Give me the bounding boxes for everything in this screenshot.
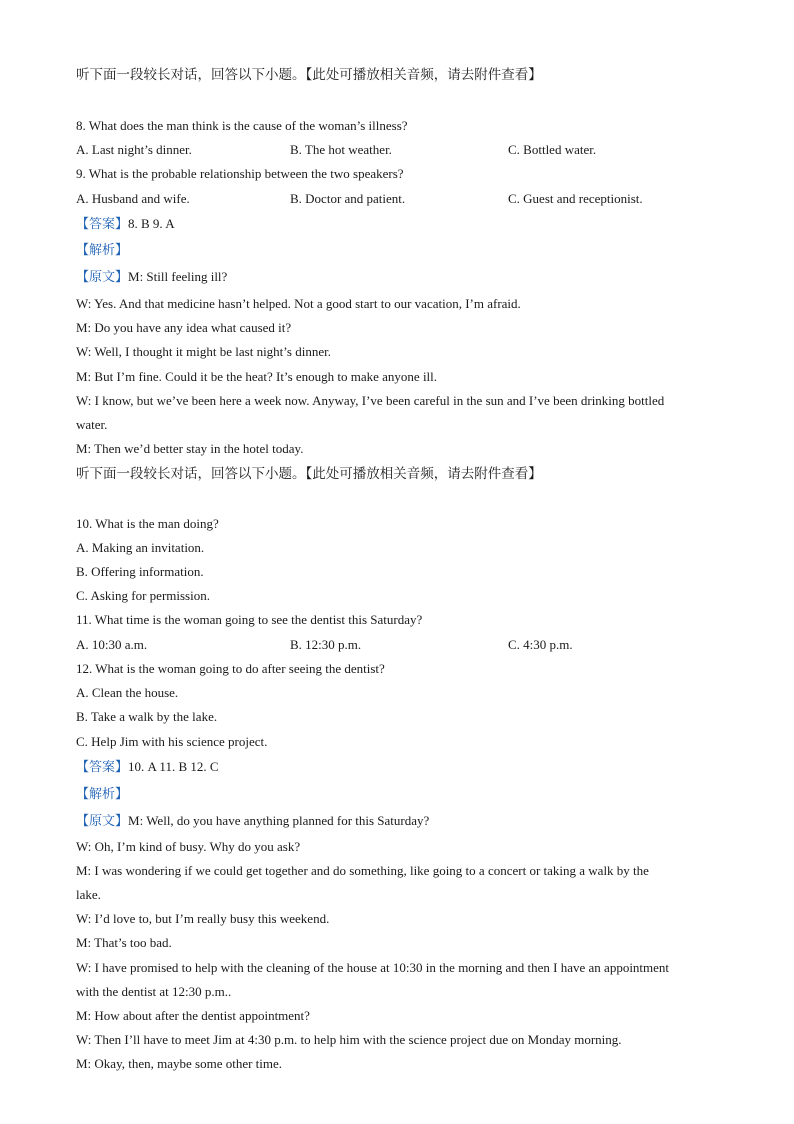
transcript-line: M: I was wondering if we could get together and do something, like going to a concert or taking a walk by the bbox=[76, 863, 649, 878]
answer-label: 【答案】 bbox=[76, 760, 129, 775]
answer-row-1 bbox=[76, 215, 734, 234]
q9-option-a: A. Husband and wife. bbox=[76, 191, 190, 206]
answer-text: 10. A 11. B 12. C bbox=[128, 759, 219, 774]
q8-options bbox=[76, 141, 734, 159]
q8-option-b: B. The hot weather. bbox=[290, 142, 392, 157]
q11-option-a: A. 10:30 a.m. bbox=[76, 637, 148, 652]
transcript-label: 【原文】 bbox=[76, 814, 129, 829]
transcript-line: W: I have promised to help with the cleaning of the house at 10:30 in the morning and then I have an appointment bbox=[76, 960, 670, 975]
q12-option-a: A. Clean the house. bbox=[76, 685, 179, 700]
transcript-line bbox=[76, 812, 734, 831]
analysis-label: 【解析】 bbox=[76, 243, 129, 258]
section2-instruction: 听下面一段较长对话，回答以下小题。【此处可播放相关音频，请去附件查看】 bbox=[76, 466, 542, 482]
q9-option-c: C. Guest and receptionist. bbox=[508, 191, 643, 206]
transcript-line: with the dentist at 12:30 p.m.. bbox=[76, 984, 232, 999]
q12-option-b: B. Take a walk by the lake. bbox=[76, 709, 218, 724]
transcript-line: water. bbox=[76, 417, 108, 432]
transcript-line: M: Then we’d better stay in the hotel today. bbox=[76, 441, 304, 456]
transcript-text: M: Well, do you have anything planned for this Saturday? bbox=[128, 813, 430, 828]
answer-text: 8. B 9. A bbox=[128, 216, 175, 231]
transcript-line: M: That’s too bad. bbox=[76, 935, 172, 950]
q11-option-c: C. 4:30 p.m. bbox=[508, 637, 573, 652]
q10-option-b: B. Offering information. bbox=[76, 564, 204, 579]
q11-option-b: B. 12:30 p.m. bbox=[290, 637, 362, 652]
transcript-text: M: Still feeling ill? bbox=[128, 269, 228, 284]
transcript-line: M: Okay, then, maybe some other time. bbox=[76, 1056, 283, 1071]
q8-stem: 8. What does the man think is the cause of the woman’s illness? bbox=[76, 118, 408, 133]
q9-stem: 9. What is the probable relationship between the two speakers? bbox=[76, 166, 404, 181]
q8-option-a: A. Last night’s dinner. bbox=[76, 142, 192, 157]
q10-stem: 10. What is the man doing? bbox=[76, 516, 219, 531]
q12-stem: 12. What is the woman going to do after seeing the dentist? bbox=[76, 661, 385, 676]
analysis-label: 【解析】 bbox=[76, 787, 129, 802]
transcript-line: W: Yes. And that medicine hasn’t helped. Not a good start to our vacation, I’m afraid. bbox=[76, 296, 521, 311]
q12-option-c: C. Help Jim with his science project. bbox=[76, 734, 268, 749]
transcript-line: W: I’d love to, but I’m really busy this weekend. bbox=[76, 911, 330, 926]
transcript-line: M: But I’m fine. Could it be the heat? It’s enough to make anyone ill. bbox=[76, 369, 438, 384]
q8-option-c: C. Bottled water. bbox=[508, 142, 597, 157]
transcript-line: M: How about after the dentist appointment? bbox=[76, 1008, 310, 1023]
answer-row-2 bbox=[76, 758, 734, 777]
transcript-line: lake. bbox=[76, 887, 101, 902]
analysis-row-2 bbox=[76, 785, 734, 804]
q10-option-a: A. Making an invitation. bbox=[76, 540, 205, 555]
section1-instruction: 听下面一段较长对话，回答以下小题。【此处可播放相关音频，请去附件查看】 bbox=[76, 67, 542, 83]
q11-stem: 11. What time is the woman going to see the dentist this Saturday? bbox=[76, 612, 423, 627]
q11-options bbox=[76, 636, 734, 654]
transcript-line: W: Oh, I’m kind of busy. Why do you ask? bbox=[76, 839, 301, 854]
transcript-line: W: I know, but we’ve been here a week now. Anyway, I’ve been careful in the sun and I’ve been drinking bottled bbox=[76, 393, 665, 408]
analysis-row-1 bbox=[76, 241, 734, 260]
q9-options bbox=[76, 190, 734, 208]
transcript-line bbox=[76, 268, 734, 287]
transcript-label: 【原文】 bbox=[76, 270, 129, 285]
transcript-line: M: Do you have any idea what caused it? bbox=[76, 320, 292, 335]
answer-label: 【答案】 bbox=[76, 217, 129, 232]
q9-option-b: B. Doctor and patient. bbox=[290, 191, 406, 206]
transcript-line: W: Well, I thought it might be last night’s dinner. bbox=[76, 344, 331, 359]
q10-option-c: C. Asking for permission. bbox=[76, 588, 210, 603]
transcript-line: W: Then I’ll have to meet Jim at 4:30 p.m. to help him with the science project due on Monday morning. bbox=[76, 1032, 622, 1047]
